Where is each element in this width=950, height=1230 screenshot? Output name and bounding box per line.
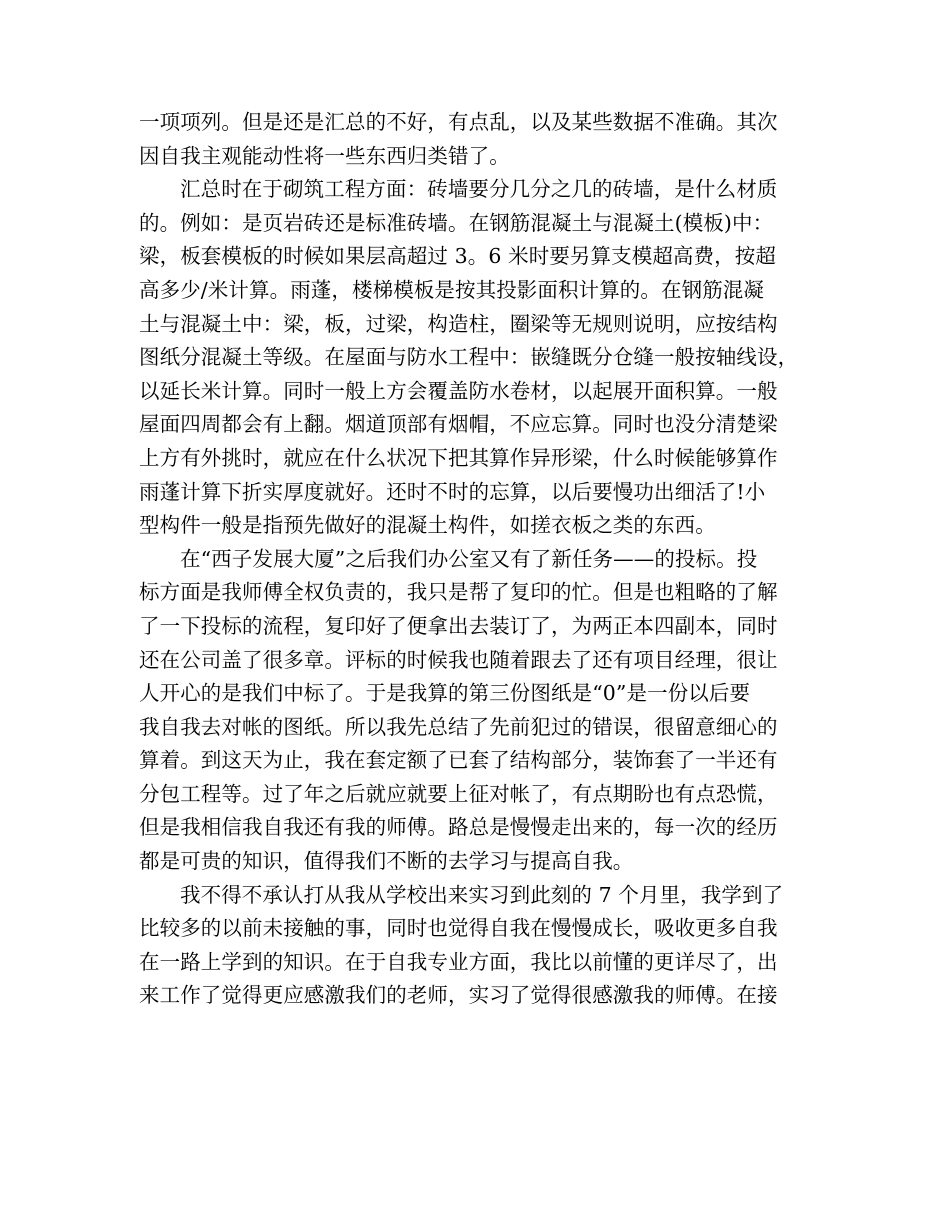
text-line: 雨蓬计算下折实厚度就好。还时不时的忘算，以后要慢功出细活了!小 xyxy=(139,479,766,504)
paragraph-4 xyxy=(139,879,819,1013)
text-line: 我不得不承认打从我从学校出来实习到此刻的 7 个月里，我学到了 xyxy=(180,882,784,907)
text-line: 屋面四周都会有上翻。烟道顶部有烟帽，不应忘算。同时也没分清楚梁 xyxy=(139,412,778,437)
text-line: 汇总时在于砌筑工程方面：砖墙要分几分之几的砖墙，是什么材质 xyxy=(180,177,778,202)
text-line: 土与混凝土中：梁，板，过梁，构造柱，圈梁等无规则说明，应按结构 xyxy=(139,311,778,336)
text-line: 但是我相信我自我还有我的师傅。路总是慢慢走出来的，每一次的经历 xyxy=(139,815,778,840)
text-line: 因自我主观能动性将一些东西归类错了。 xyxy=(139,143,510,168)
text-line: 梁，板套模板的时候如果层高超过 3。6 米时要另算支模超高费，按超 xyxy=(139,244,776,269)
text-line: 算着。到这天为止，我在套定额了已套了结构部分，装饰套了一半还有 xyxy=(139,748,778,773)
text-line: 我自我去对帐的图纸。所以我先总结了先前犯过的错误，很留意细心的 xyxy=(139,714,778,739)
text-line: 在“西子发展大厦”之后我们办公室又有了新任务——的投标。投 xyxy=(180,546,758,571)
paragraph-2 xyxy=(139,173,819,543)
document-page xyxy=(139,106,819,1013)
text-line: 高多少/米计算。雨蓬，楼梯模板是按其投影面积计算的。在钢筋混凝 xyxy=(139,277,765,302)
text-line: 还在公司盖了很多章。评标的时候我也随着跟去了还有项目经理，很让 xyxy=(139,647,778,672)
text-line: 上方有外挑时，就应在什么状况下把其算作异形梁，什么时候能够算作 xyxy=(139,445,778,470)
text-line: 都是可贵的知识，值得我们不断的去学习与提高自我。 xyxy=(139,849,634,874)
text-line: 以延长米计算。同时一般上方会覆盖防水卷材，以起展开面积算。一般 xyxy=(139,378,778,403)
text-line: 人开心的是我们中标了。于是我算的第三份图纸是“0”是一份以后要 xyxy=(139,681,751,706)
text-line: 标方面是我师傅全权负责的，我只是帮了复印的忙。但是也粗略的了解 xyxy=(139,580,778,605)
text-line: 在一路上学到的知识。在于自我专业方面，我比以前懂的更详尽了，出 xyxy=(139,949,778,974)
paragraph-1 xyxy=(139,106,819,173)
paragraph-3 xyxy=(139,543,819,879)
text-line: 型构件一般是指预先做好的混凝土构件，如搓衣板之类的东西。 xyxy=(139,513,716,538)
text-line: 图纸分混凝土等级。在屋面与防水工程中：嵌缝既分仓缝一般按轴线设， xyxy=(139,345,799,370)
text-line: 一项项列。但是还是汇总的不好，有点乱，以及某些数据不准确。其次 xyxy=(139,110,778,134)
text-line: 了一下投标的流程，复印好了便拿出去装订了，为两正本四副本，同时 xyxy=(139,613,778,638)
text-line: 来工作了觉得更应感激我们的老师，实习了觉得很感激我的师傅。在接 xyxy=(139,983,778,1008)
text-line: 的。例如：是页岩砖还是标准砖墙。在钢筋混凝土与混凝土(模板)中： xyxy=(139,210,774,235)
text-line: 比较多的以前未接触的事，同时也觉得自我在慢慢成长，吸收更多自我 xyxy=(139,916,778,941)
text-line: 分包工程等。过了年之后就应就要上征对帐了，有点期盼也有点恐慌， xyxy=(139,781,778,806)
